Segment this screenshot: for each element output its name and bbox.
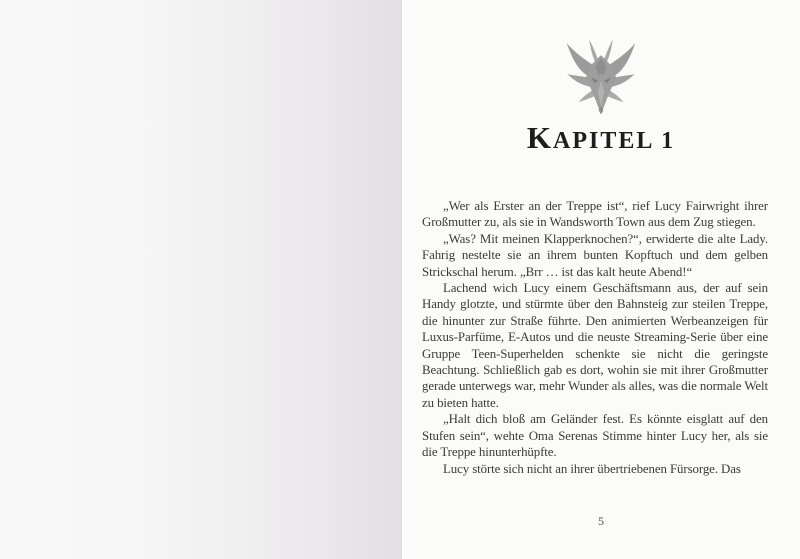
paragraph: Lucy störte sich nicht an ihrer übertriebenen Fürsorge. Das [443,461,741,476]
chapter-text [422,198,768,477]
chapter-heading: KAPITEL 1 [526,120,676,155]
right-page [402,0,800,559]
dragon-icon [561,36,641,119]
paragraph: „Halt dich bloß am Geländer fest. Es könnte eisglatt auf den Stufen sein“, wehte Oma Serenas Stimme hinter Lucy her, als sie die Treppe hinunterhüpfte. [422,412,768,460]
paragraph: „Was? Mit meinen Klapperknochen?“, erwiderte die alte Lady. Fahrig nestelte sie an ihrem bunten Kopftuch und dem gelben Strickschal herum. „Brr … ist das kalt heute Abend!“ [422,231,768,279]
page-number: 5 [598,514,604,528]
paragraph: Lachend wich Lucy einem Geschäftsmann aus, der auf sein Handy glotzte, und stürmte über den Bahnsteig zur steilen Treppe, die hinunter zur Straße führte. Den animierten Werbeanzeigen für Luxus-Parfüme, E-Autos und die neuste Streaming-Serie über eine Gruppe Teen-Superhelden schenkte sie nicht die geringste Beachtung. Schließlich gab es dort, wohin sie mit ihrer Großmutter gerade unterwegs war, mehr Wunder als alles, was die normale Welt zu bieten hatte. [422,281,768,410]
paragraph: „Wer als Erster an der Treppe ist“, rief Lucy Fairwright ihrer Großmutter zu, als sie in Wandsworth Town aus dem Zug stiegen. [422,199,768,230]
